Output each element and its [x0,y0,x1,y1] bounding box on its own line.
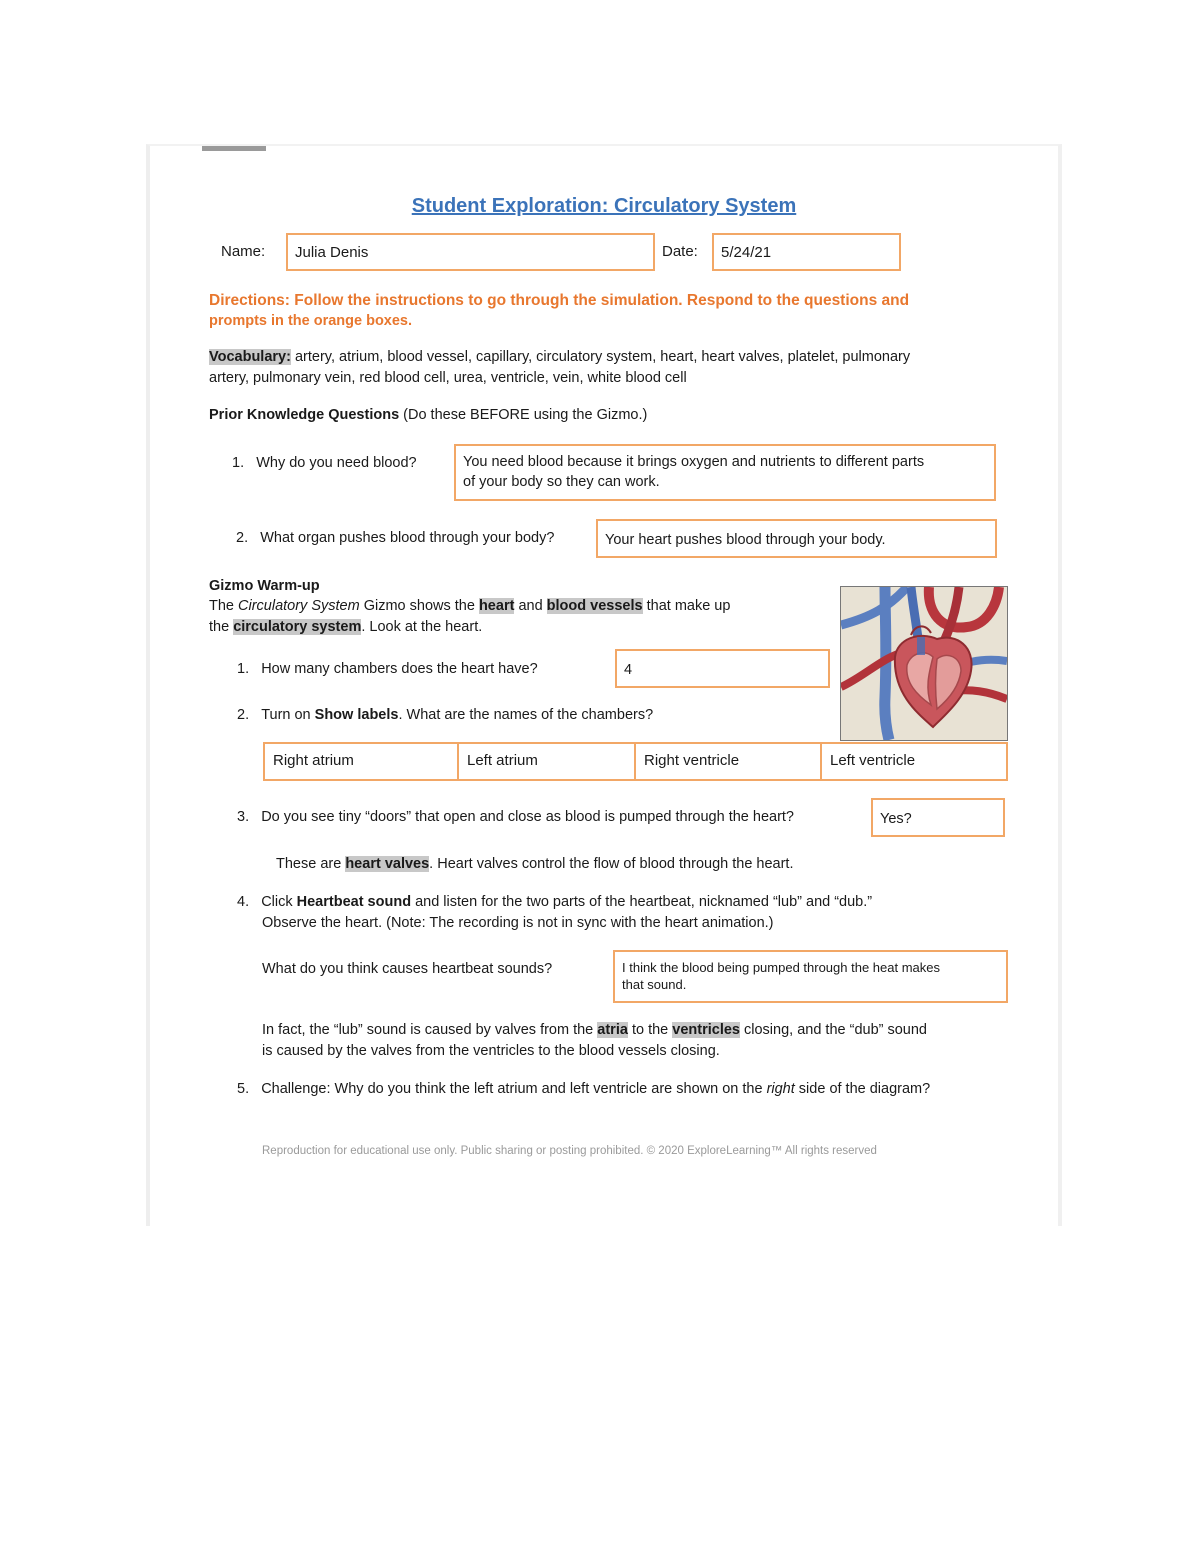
prior-knowledge-note: (Do these BEFORE using the Gizmo.) [399,407,648,423]
document-page [146,144,1062,1226]
directions-line-1: Directions: Follow the instructions to go through the simulation. Respond to the questions and [209,292,910,309]
valves-note [276,854,794,875]
chambers-table [263,742,1008,781]
intro-term-heart: heart [478,598,515,614]
chamber-right-atrium: Right atrium [273,752,354,769]
prior-q2-text: What organ pushes blood through your body? [260,530,555,546]
prior-q1 [232,453,417,474]
warmup-q5-text-1: Challenge: Why do you think the left atrium and left ventricle are shown on the [261,1081,767,1097]
prior-a1-text [456,446,994,498]
intro-term-blood-vessels: blood vessels [546,598,643,614]
chamber-left-atrium: Left atrium [467,752,538,769]
intro-text-5: the [209,619,234,635]
chamber-cell[interactable] [265,744,459,780]
intro-term-circulatory-system: circulatory system [233,619,362,635]
date-label: Date: [662,243,698,260]
prior-a2-text: Your heart pushes blood through your body. [605,532,886,548]
warmup-q2-text-1: Turn on [261,707,315,723]
warmup-intro [209,596,829,638]
prior-a1-line-1: You need blood because it brings oxygen and nutrients to different parts [463,454,925,470]
prior-knowledge-title: Prior Knowledge Questions [209,407,400,423]
chamber-cell[interactable] [822,744,1006,780]
date-field[interactable] [712,233,901,271]
warmup-a1-text: 4 [624,662,633,678]
lub-dub-fact [262,1020,1052,1062]
warmup-q4-heartbeat-sound: Heartbeat sound [296,894,412,910]
warmup-q4-text-1: Click [261,894,297,910]
warmup-q5 [237,1079,1052,1100]
vocabulary-terms-2: artery, pulmonary vein, red blood cell, urea, ventricle, vein, white blood cell [209,370,687,386]
warmup-q2-number: 2. [237,707,250,723]
intro-text-6: . Look at the heart. [361,619,483,635]
heart-diagram-image [840,586,1008,741]
intro-text-3: and [514,598,547,614]
warmup-q4 [237,892,997,934]
prior-a2-field[interactable] [596,519,997,558]
warmup-q3-number: 3. [237,809,250,825]
prior-a1-field[interactable] [454,444,996,501]
directions [209,290,1009,332]
valves-text-2: . Heart valves control the flow of blood through the heart. [429,856,794,872]
chamber-cell[interactable] [636,744,822,780]
warmup-q2-show-labels: Show labels [314,707,399,723]
warmup-q2 [237,705,653,726]
prior-q1-number: 1. [232,455,245,471]
intro-text-4: that make up [642,598,731,614]
vocabulary-terms-1: artery, atrium, blood vessel, capillary, circulatory system, heart, heart valves, platelet, pulmonary [290,349,911,365]
chamber-right-ventricle: Right ventricle [644,752,740,769]
intro-text-2: Gizmo shows the [359,598,479,614]
prior-q2 [236,528,554,549]
name-field[interactable] [286,233,655,271]
fact-text-3: closing, and the “dub” sound [739,1022,927,1038]
valves-text-1: These are [276,856,346,872]
date-value: 5/24/21 [721,244,772,261]
warmup-q1 [237,659,538,680]
warmup-a4-field[interactable] [613,950,1008,1003]
warmup-q3-text: Do you see tiny “doors” that open and close as blood is pumped through the heart? [261,809,794,825]
name-label: Name: [221,243,266,260]
intro-gizmo-name: Circulatory System [238,598,360,614]
warmup-a1-field[interactable] [615,649,830,688]
fact-text-1: In fact, the “lub” sound is caused by valves from the [262,1022,598,1038]
fact-line-2: is caused by the valves from the ventricles to the blood vessels closing. [262,1043,720,1059]
warmup-q3 [237,807,794,828]
warmup-a4-text [615,952,1006,1000]
warmup-heading: Gizmo Warm-up [209,578,320,594]
warmup-a3-field[interactable] [871,798,1005,837]
warmup-q4-line-2: Observe the heart. (Note: The recording is not in sync with the heart animation.) [262,915,774,931]
warmup-q4-text-2: and listen for the two parts of the heartbeat, nicknamed “lub” and “dub.” [411,894,873,910]
warmup-q4-number: 4. [237,894,250,910]
warmup-q1-number: 1. [237,661,250,677]
chamber-cell[interactable] [459,744,636,780]
warmup-q5-number: 5. [237,1081,250,1097]
fact-term-atria: atria [597,1022,628,1038]
fact-text-2: to the [627,1022,673,1038]
prior-knowledge-heading [209,405,647,426]
warmup-q1-text: How many chambers does the heart have? [261,661,538,677]
chamber-left-ventricle: Left ventricle [830,752,916,769]
directions-line-2: prompts in the orange boxes. [209,313,413,329]
vocabulary-label: Vocabulary: [209,349,291,365]
warmup-q4-prompt: What do you think causes heartbeat sounds? [262,961,553,977]
valves-term: heart valves [345,856,430,872]
warmup-q5-text-2: side of the diagram? [794,1081,931,1097]
prior-q2-number: 2. [236,530,249,546]
copyright-footer: Reproduction for educational use only. Public sharing or posting prohibited. © 2020 ExploreLearning™ All rights reserved [262,1145,877,1157]
warmup-a3-text: Yes? [880,811,912,827]
prior-q1-text: Why do you need blood? [256,455,417,471]
warmup-a4-line-2: that sound. [622,977,687,992]
intro-text-1: The [209,598,239,614]
name-value: Julia Denis [295,244,369,261]
heart-diagram-svg [841,587,1007,740]
warmup-a4-line-1: I think the blood being pumped through the heat makes [622,960,940,975]
page-tab-marker [202,146,266,151]
vocabulary [209,347,1049,389]
warmup-q2-text-2: . What are the names of the chambers? [398,707,654,723]
document-title: Student Exploration: Circulatory System [411,195,797,217]
warmup-q5-emphasis: right [766,1081,795,1097]
prior-a1-line-2: of your body so they can work. [463,474,660,490]
fact-term-ventricles: ventricles [672,1022,740,1038]
